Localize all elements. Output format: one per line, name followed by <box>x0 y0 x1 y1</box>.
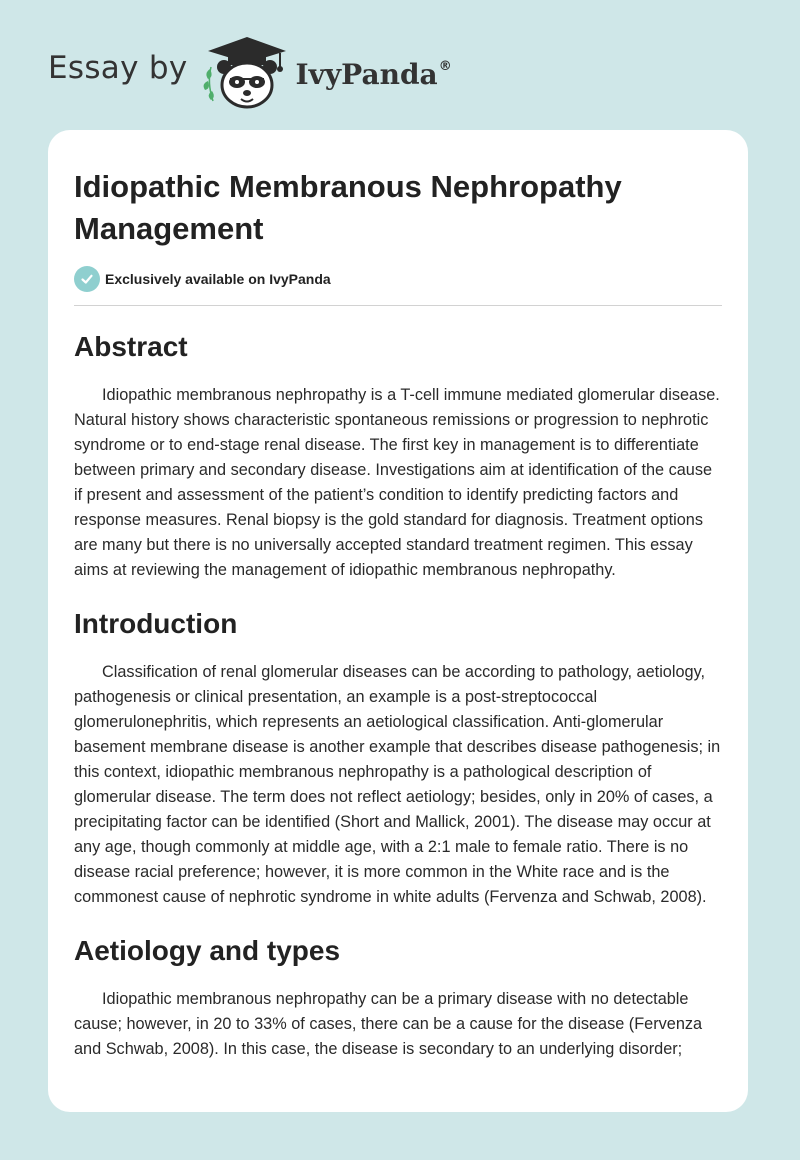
checkmark-icon <box>74 266 100 292</box>
panda-graduate-logo-icon[interactable] <box>202 33 292 111</box>
section-paragraph-aetiology: Idiopathic membranous nephropathy can be a primary disease with no detectable cause; however, in 20 to 33% of cases, there can be a cause for the disease (Fervenza and Schwab, 2008). In this case, the disease is secondary to an underlying disorder; <box>74 990 703 1058</box>
exclusive-badge <box>74 266 722 306</box>
brand-name[interactable] <box>296 58 452 91</box>
exclusive-badge-text: Exclusively available on IvyPanda <box>105 271 331 287</box>
section-heading-aetiology: Aetiology and types <box>74 935 341 966</box>
section-heading-abstract: Abstract <box>74 331 188 362</box>
brand-text: IvyPanda <box>295 57 438 91</box>
section-paragraph-introduction: Classification of renal glomerular diseases can be according to pathology, aetiology, pathogenesis or clinical presentation, an example is a post-streptococcal glomerulonephritis, which represents an aetiological classification. Anti-glomerular basement membrane disease is another example that describes disease pathogenesis; in this context, idiopathic membranous nephropathy is a pathological description of glomerular disease. The term does not reflect aetiology; besides, only in 20% of cases, a precipitating factor can be identified (Short and Mallick, 2001). The disease may occur at any age, though commonly at middle age, with a 2:1 male to female ratio. There is no disease racial preference; however, it is more common in the White race and is the commonest cause of nephrotic syndrome in white adults (Fervenza and Schwab, 2008). <box>74 663 721 906</box>
registered-mark: ® <box>438 58 452 74</box>
essay-title: Idiopathic Membranous Nephropathy Management <box>74 169 622 246</box>
section-heading-introduction: Introduction <box>74 608 238 639</box>
section-paragraph-abstract: Idiopathic membranous nephropathy is a T-cell immune mediated glomerular disease. Natural history shows characteristic spontaneous remissions or progression to nephrotic syndrome or to end-stage renal disease. The first key in management is to differentiate between primary and secondary disease. Investigations aim at identification of the cause if present and assessment of the patient’s condition to identify predicting factors and response measures. Renal biopsy is the gold standard for diagnosis. Treatment options are many but there is no universally accepted standard treatment regimen. This essay aims at reviewing the management of idiopathic membranous nephropathy. <box>74 386 720 579</box>
site-header <box>48 32 452 112</box>
essay-card <box>48 130 748 1112</box>
essay-by-label: Essay by <box>48 50 188 86</box>
